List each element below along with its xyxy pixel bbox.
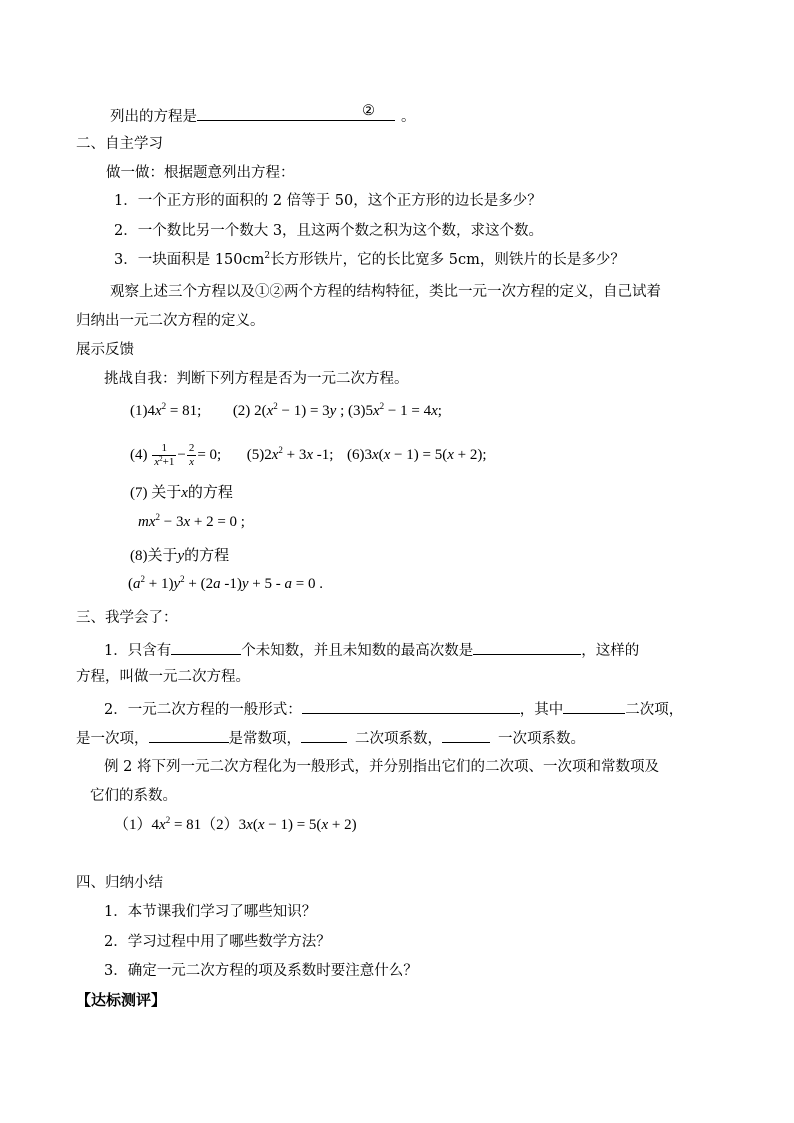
- equation-8-var: y: [177, 548, 185, 564]
- blank-highest-degree: [473, 638, 581, 655]
- equation-7-suffix: 的方程: [187, 485, 233, 501]
- blank-general-form: [302, 697, 520, 714]
- learned-4-c: 二次项系数，: [355, 731, 442, 747]
- question-2: 2．一个数比另一个数大 3，且这两个数之积为这个数，求这个数。: [114, 223, 544, 239]
- learned-3-b: ，其中: [519, 702, 564, 718]
- example-2-line-1: 例 2 将下列一元二次方程化为一般形式，并分别指出它们的二次项、一次项和常数项及: [104, 759, 659, 775]
- learned-1-b: 个未知数，并且未知数的最高次数是: [241, 643, 474, 659]
- question-3-part-b: 长方形铁片，它的长比宽多 5cm，则铁片的长是多少？: [270, 252, 625, 268]
- equation-8-label-line: [130, 546, 229, 566]
- example-2-equations: $(1)4x^2 = 81(2)3x(x - 1) = 5(x + 2)$: [114, 815, 357, 833]
- question-3-part-a: 3．一块面积是 150cm: [114, 252, 265, 268]
- equation-7-label: (7) 关于: [130, 485, 182, 501]
- equation-3-label: (3): [348, 403, 366, 419]
- equation-7-var: x: [181, 485, 188, 501]
- equation-5-label: (5): [246, 446, 265, 463]
- observe-line-2: 归纳出一元二次方程的定义。: [76, 313, 265, 329]
- equation-1-label: (1): [130, 403, 148, 419]
- question-1: 1．一个正方形的面积的 2 倍等于 50，这个正方形的边长是多少？: [114, 193, 542, 209]
- learned-line-3: [104, 697, 683, 720]
- summary-1: 1．本节课我们学习了哪些知识？: [104, 904, 317, 920]
- summary-3: 3．确定一元二次方程的项及系数时要注意什么？: [104, 963, 418, 979]
- blank-unknown-count: [171, 638, 241, 655]
- equation-7: $mx^2 - 3x + 2 = 0$ ;: [138, 512, 245, 530]
- learned-line-2: 方程，叫做一元二次方程。: [76, 669, 250, 685]
- intro-blank: [197, 104, 395, 121]
- equation-8: $(a^2 + 1)y^2 + (2a$ -1)y + 5 - a = 0 .: [128, 574, 323, 592]
- blank-constant: [301, 726, 347, 743]
- learned-3-c: 二次项，: [625, 702, 684, 718]
- question-3-sup: 2: [264, 251, 271, 261]
- equation-row-1: $(1)4x^2 = 81$; (2) $2(x^2 - 1) = 3y$ ; $(3)5x^2 - 1 = 4x$;: [130, 401, 442, 419]
- learned-3-a: 2．一元二次方程的一般形式：: [104, 702, 302, 718]
- equation-8-label: (8)关于: [130, 548, 178, 564]
- summary-2: 2．学习过程中用了哪些数学方法？: [104, 934, 331, 950]
- equation-2-label: (2): [232, 403, 251, 419]
- feedback-heading: 展示反馈: [76, 342, 134, 358]
- equation-4-label: (4): [130, 446, 148, 463]
- question-3: [114, 250, 625, 270]
- learned-1-a: 1．只含有: [104, 643, 172, 659]
- section4-heading: 四、归纳小结: [76, 875, 163, 891]
- learned-line-1: [104, 638, 639, 661]
- example-2-line-2: 它们的系数。: [90, 788, 177, 804]
- learned-line-4: [76, 726, 585, 749]
- equation-8-suffix: 的方程: [184, 548, 230, 564]
- learned-4-b: 是常数项，: [228, 731, 301, 747]
- assessment-heading: 【达标测评】: [76, 991, 167, 1009]
- equation-6-label: (6): [346, 446, 365, 463]
- intro-text: 列出的方程是: [110, 109, 197, 125]
- intro-end: 。: [401, 109, 416, 125]
- blank-linear-term: [149, 726, 229, 743]
- observe-line-1: 观察上述三个方程以及①②两个方程的结构特征，类比一元一次方程的定义，自己试着: [110, 284, 661, 300]
- equation-7-label-line: [130, 483, 233, 503]
- intro-line: [110, 104, 416, 127]
- equation-row-2: (4) $\frac{1}{x^2+1}$ − $\frac{2}{x}$ = 0; $(5)2x^2 + 3x$ -1; (6)3x(x − 1) = 5(x + 2);: [130, 442, 487, 468]
- learned-4-d: 一次项系数。: [498, 731, 585, 747]
- section2-heading: 二、自主学习: [76, 136, 163, 152]
- blank-quadratic-coef: [442, 726, 490, 743]
- intro-marker: ②: [362, 103, 375, 119]
- section2-prompt: 做一做：根据题意列出方程：: [106, 165, 295, 181]
- blank-quadratic-term: [563, 697, 625, 714]
- example-2-label-1: （1）: [114, 817, 152, 833]
- feedback-challenge: 挑战自我：判断下列方程是否为一元二次方程。: [104, 371, 409, 387]
- learned-4-a: 是一次项，: [76, 731, 149, 747]
- example-2-label-2: （2）: [201, 817, 239, 833]
- learned-1-c: ，这样的: [581, 643, 640, 659]
- section3-heading: 三、我学会了：: [76, 610, 178, 626]
